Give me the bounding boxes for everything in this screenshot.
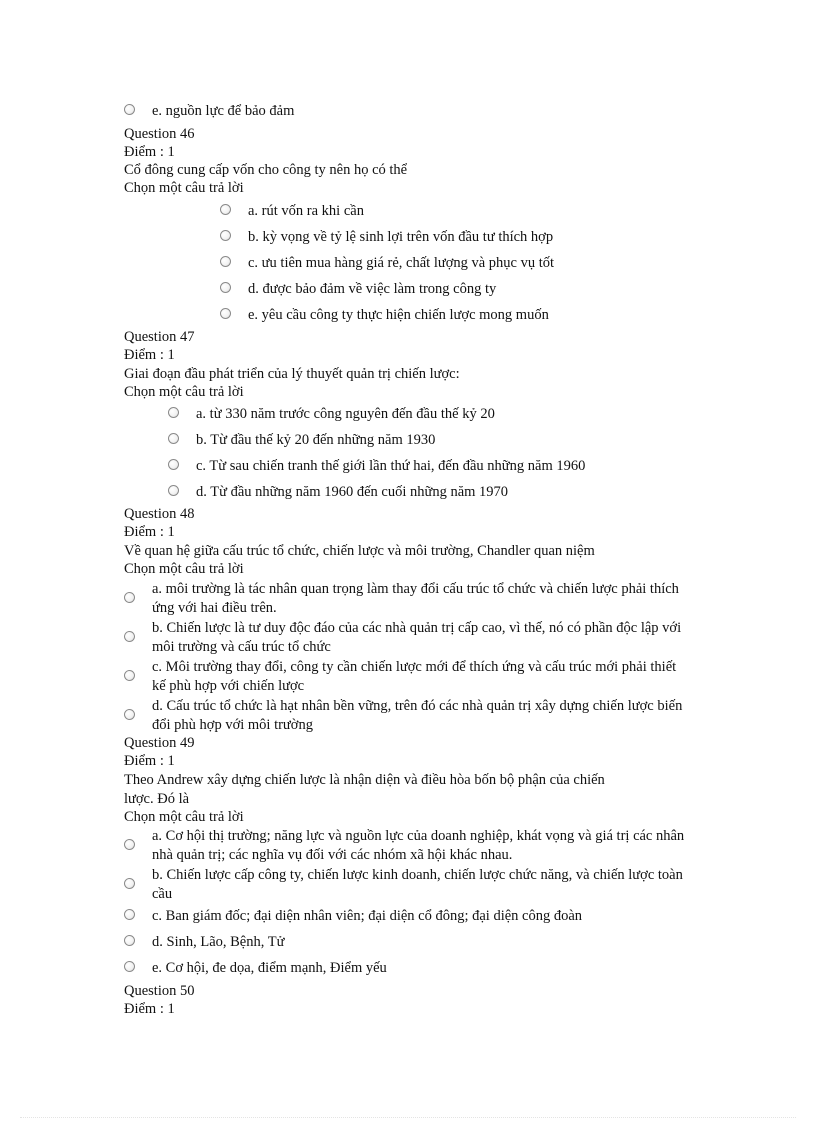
radio-icon[interactable] (124, 631, 135, 642)
option-label: d. được bảo đảm về việc làm trong công ty (248, 281, 497, 297)
option-label: a. từ 330 năm trước công nguyên đến đầu thế kỷ 20 (196, 406, 495, 422)
choose-answer-label: Chọn một câu trả lời (124, 384, 244, 400)
question-title: Question 48 (124, 506, 195, 522)
option-label: c. Ban giám đốc; đại diện nhân viên; đại diện cổ đông; đại diện công đoàn (152, 908, 583, 924)
option-label: d. Từ đầu những năm 1960 đến cuối những năm 1970 (196, 484, 509, 500)
question-title: Question 49 (124, 735, 195, 751)
option-label: a. Cơ hội thị trường; năng lực và nguồn lực của doanh nghiệp, khát vọng và giá trị các nhân nhà quản trị; các nghĩa vụ đối với các nhóm xã hội khác nhau. (152, 828, 685, 863)
option-label: b. kỳ vọng về tỷ lệ sinh lợi trên vốn đầu tư thích hợp (248, 229, 554, 245)
option-label: b. Chiến lược là tư duy độc đáo của các nhà quản trị cấp cao, vì thế, nó có phần độc lập với môi trường và cấu trúc tổ chức (152, 620, 682, 655)
radio-icon[interactable] (124, 592, 135, 603)
option-label: d. Cấu trúc tổ chức là hạt nhân bền vững, trên đó các nhà quản trị xây dựng chiến lược biến đổi phù hợp với môi trường (152, 698, 683, 733)
radio-icon[interactable] (220, 256, 231, 267)
choose-answer-label: Chọn một câu trả lời (124, 809, 244, 825)
option-label: c. ưu tiên mua hàng giá rẻ, chất lượng và phục vụ tốt (248, 255, 555, 271)
option-label: d. Sinh, Lão, Bệnh, Tử (152, 934, 285, 950)
radio-icon[interactable] (220, 282, 231, 293)
question-title: Question 47 (124, 329, 195, 345)
radio-icon[interactable] (220, 308, 231, 319)
question-prompt: Về quan hệ giữa cấu trúc tổ chức, chiến lược và môi trường, Chandler quan niệm (124, 543, 595, 559)
radio-icon[interactable] (168, 459, 179, 470)
page-bottom-rule (20, 1117, 796, 1118)
option-label: e. Cơ hội, đe dọa, điểm mạnh, Điểm yếu (152, 960, 387, 976)
option-label: b. Từ đầu thế kỷ 20 đến những năm 1930 (196, 432, 436, 448)
question-title: Question 46 (124, 126, 195, 142)
radio-icon[interactable] (124, 839, 135, 850)
question-points: Điểm : 1 (124, 347, 175, 363)
radio-icon[interactable] (168, 485, 179, 496)
question-prompt: Giai đoạn đầu phát triển của lý thuyết quản trị chiến lược: (124, 366, 460, 382)
radio-icon[interactable] (168, 407, 179, 418)
question-points: Điểm : 1 (124, 524, 175, 540)
question-points: Điểm : 1 (124, 753, 175, 769)
radio-icon[interactable] (124, 909, 135, 920)
radio-icon[interactable] (220, 230, 231, 241)
option-label: e. nguồn lực để bảo đảm (152, 103, 295, 119)
radio-icon[interactable] (124, 935, 135, 946)
question-title: Question 50 (124, 983, 195, 999)
choose-answer-label: Chọn một câu trả lời (124, 180, 244, 196)
radio-icon[interactable] (124, 961, 135, 972)
radio-icon[interactable] (124, 709, 135, 720)
radio-icon[interactable] (168, 433, 179, 444)
option-label: e. yêu cầu công ty thực hiện chiến lược mong muốn (248, 307, 549, 323)
option-label: c. Từ sau chiến tranh thế giới lần thứ hai, đến đầu những năm 1960 (196, 458, 586, 474)
question-prompt-line-2: lược. Đó là (124, 791, 190, 807)
option-label: a. môi trường là tác nhân quan trọng làm thay đổi cấu trúc tổ chức và chiến lược phải thích ứng với hai điều trên. (152, 581, 679, 616)
option-label: a. rút vốn ra khi cần (248, 203, 364, 219)
radio-icon[interactable] (124, 104, 135, 115)
choose-answer-label: Chọn một câu trả lời (124, 561, 244, 577)
question-points: Điểm : 1 (124, 144, 175, 160)
radio-icon[interactable] (124, 878, 135, 889)
radio-icon[interactable] (220, 204, 231, 215)
question-prompt-line-1: Theo Andrew xây dựng chiến lược là nhận diện và điều hòa bốn bộ phận của chiến (124, 772, 605, 788)
radio-icon[interactable] (124, 670, 135, 681)
option-label: c. Môi trường thay đổi, công ty cần chiến lược mới để thích ứng và cấu trúc mới phải thiết kế phù hợp với chiến lược (152, 659, 677, 694)
question-points: Điểm : 1 (124, 1001, 175, 1017)
option-label: b. Chiến lược cấp công ty, chiến lược kinh doanh, chiến lược chức năng, và chiến lược toàn cầu (152, 867, 683, 902)
question-prompt: Cổ đông cung cấp vốn cho công ty nên họ có thể (124, 162, 408, 178)
